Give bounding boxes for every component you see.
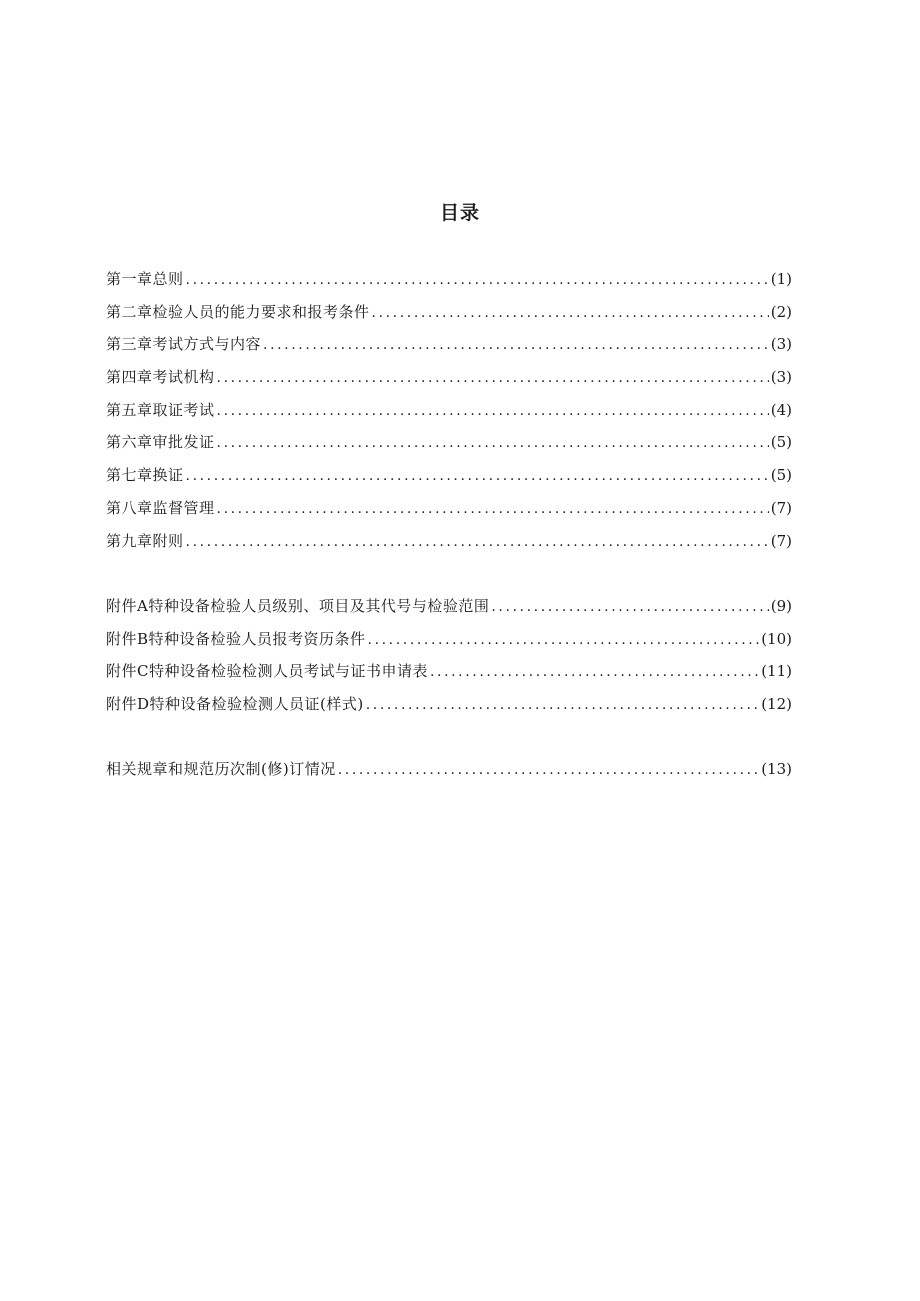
toc-entry-label: 第四章考试机构 <box>106 368 215 387</box>
toc-entry[interactable] <box>106 464 792 497</box>
toc-entry-label: 第二章检验人员的能力要求和报考条件 <box>106 302 370 321</box>
toc-entry-page: (1) <box>770 270 792 288</box>
dot-leader <box>430 664 759 680</box>
toc-entry[interactable] <box>106 628 792 661</box>
toc-entry-page: (4) <box>770 400 792 419</box>
toc-entry[interactable] <box>106 399 792 432</box>
dot-leader <box>491 599 768 615</box>
dot-leader <box>366 697 759 713</box>
toc-entry[interactable] <box>106 758 792 791</box>
toc-entry-label: 第五章取证考试 <box>106 400 215 419</box>
toc-entry[interactable] <box>106 497 792 530</box>
toc-chapters <box>106 268 792 562</box>
dot-leader <box>368 632 760 648</box>
toc-entry-page: (3) <box>770 335 792 354</box>
toc-entry[interactable] <box>106 660 792 693</box>
toc-entry-label: 附件A特种设备检验人员级别、项目及其代号与检验范围 <box>106 597 490 615</box>
toc-entry[interactable] <box>106 301 792 334</box>
toc-entry[interactable] <box>106 530 792 563</box>
dot-leader <box>263 337 769 353</box>
toc-history <box>106 758 792 791</box>
toc-entry-label: 附件D特种设备检验检测人员证(样式) <box>106 695 364 714</box>
toc-entry-label: 第八章监督管理 <box>106 498 215 517</box>
toc-entry-page: (11) <box>761 662 792 681</box>
toc-entry-label: 相关规章和规范历次制(修)订情况 <box>106 760 336 778</box>
toc-entry[interactable] <box>106 431 792 464</box>
toc-entry-page: (7) <box>770 498 792 517</box>
toc-entry-label: 附件B特种设备检验人员报考资历条件 <box>106 629 366 648</box>
toc-entry[interactable] <box>106 595 792 628</box>
toc-entry-page: (12) <box>761 695 792 714</box>
toc-entry-label: 第七章换证 <box>106 466 184 485</box>
toc-entry[interactable] <box>106 693 792 726</box>
dot-leader <box>186 272 769 288</box>
toc-entry-page: (5) <box>770 433 792 452</box>
toc-entry-label: 第三章考试方式与内容 <box>106 335 262 354</box>
toc-annexes <box>106 595 792 726</box>
toc-entry-label: 附件C特种设备检验检测人员考试与证书申请表 <box>106 662 428 681</box>
dot-leader <box>217 370 769 386</box>
dot-leader <box>217 403 769 419</box>
dot-leader <box>372 305 769 321</box>
toc-entry-label: 第九章附则 <box>106 531 184 550</box>
toc-title: 目录 <box>439 202 480 224</box>
dot-leader <box>186 468 769 484</box>
toc-entry[interactable] <box>106 333 792 366</box>
toc-entry-page: (5) <box>770 466 792 485</box>
toc-entry-page: (13) <box>761 760 792 778</box>
toc-entry-page: (10) <box>761 629 792 648</box>
dot-leader <box>217 435 769 451</box>
toc-entry[interactable] <box>106 366 792 399</box>
toc-entry-page: (3) <box>770 368 792 387</box>
toc-entry-page: (2) <box>770 302 792 321</box>
toc-entry[interactable] <box>106 268 792 301</box>
dot-leader <box>217 501 769 517</box>
dot-leader <box>338 762 759 778</box>
toc-entry-page: (7) <box>770 531 792 550</box>
toc-entry-label: 第一章总则 <box>106 270 184 288</box>
toc-entry-label: 第六章审批发证 <box>106 433 215 452</box>
toc-entry-page: (9) <box>770 597 792 615</box>
dot-leader <box>186 534 769 550</box>
